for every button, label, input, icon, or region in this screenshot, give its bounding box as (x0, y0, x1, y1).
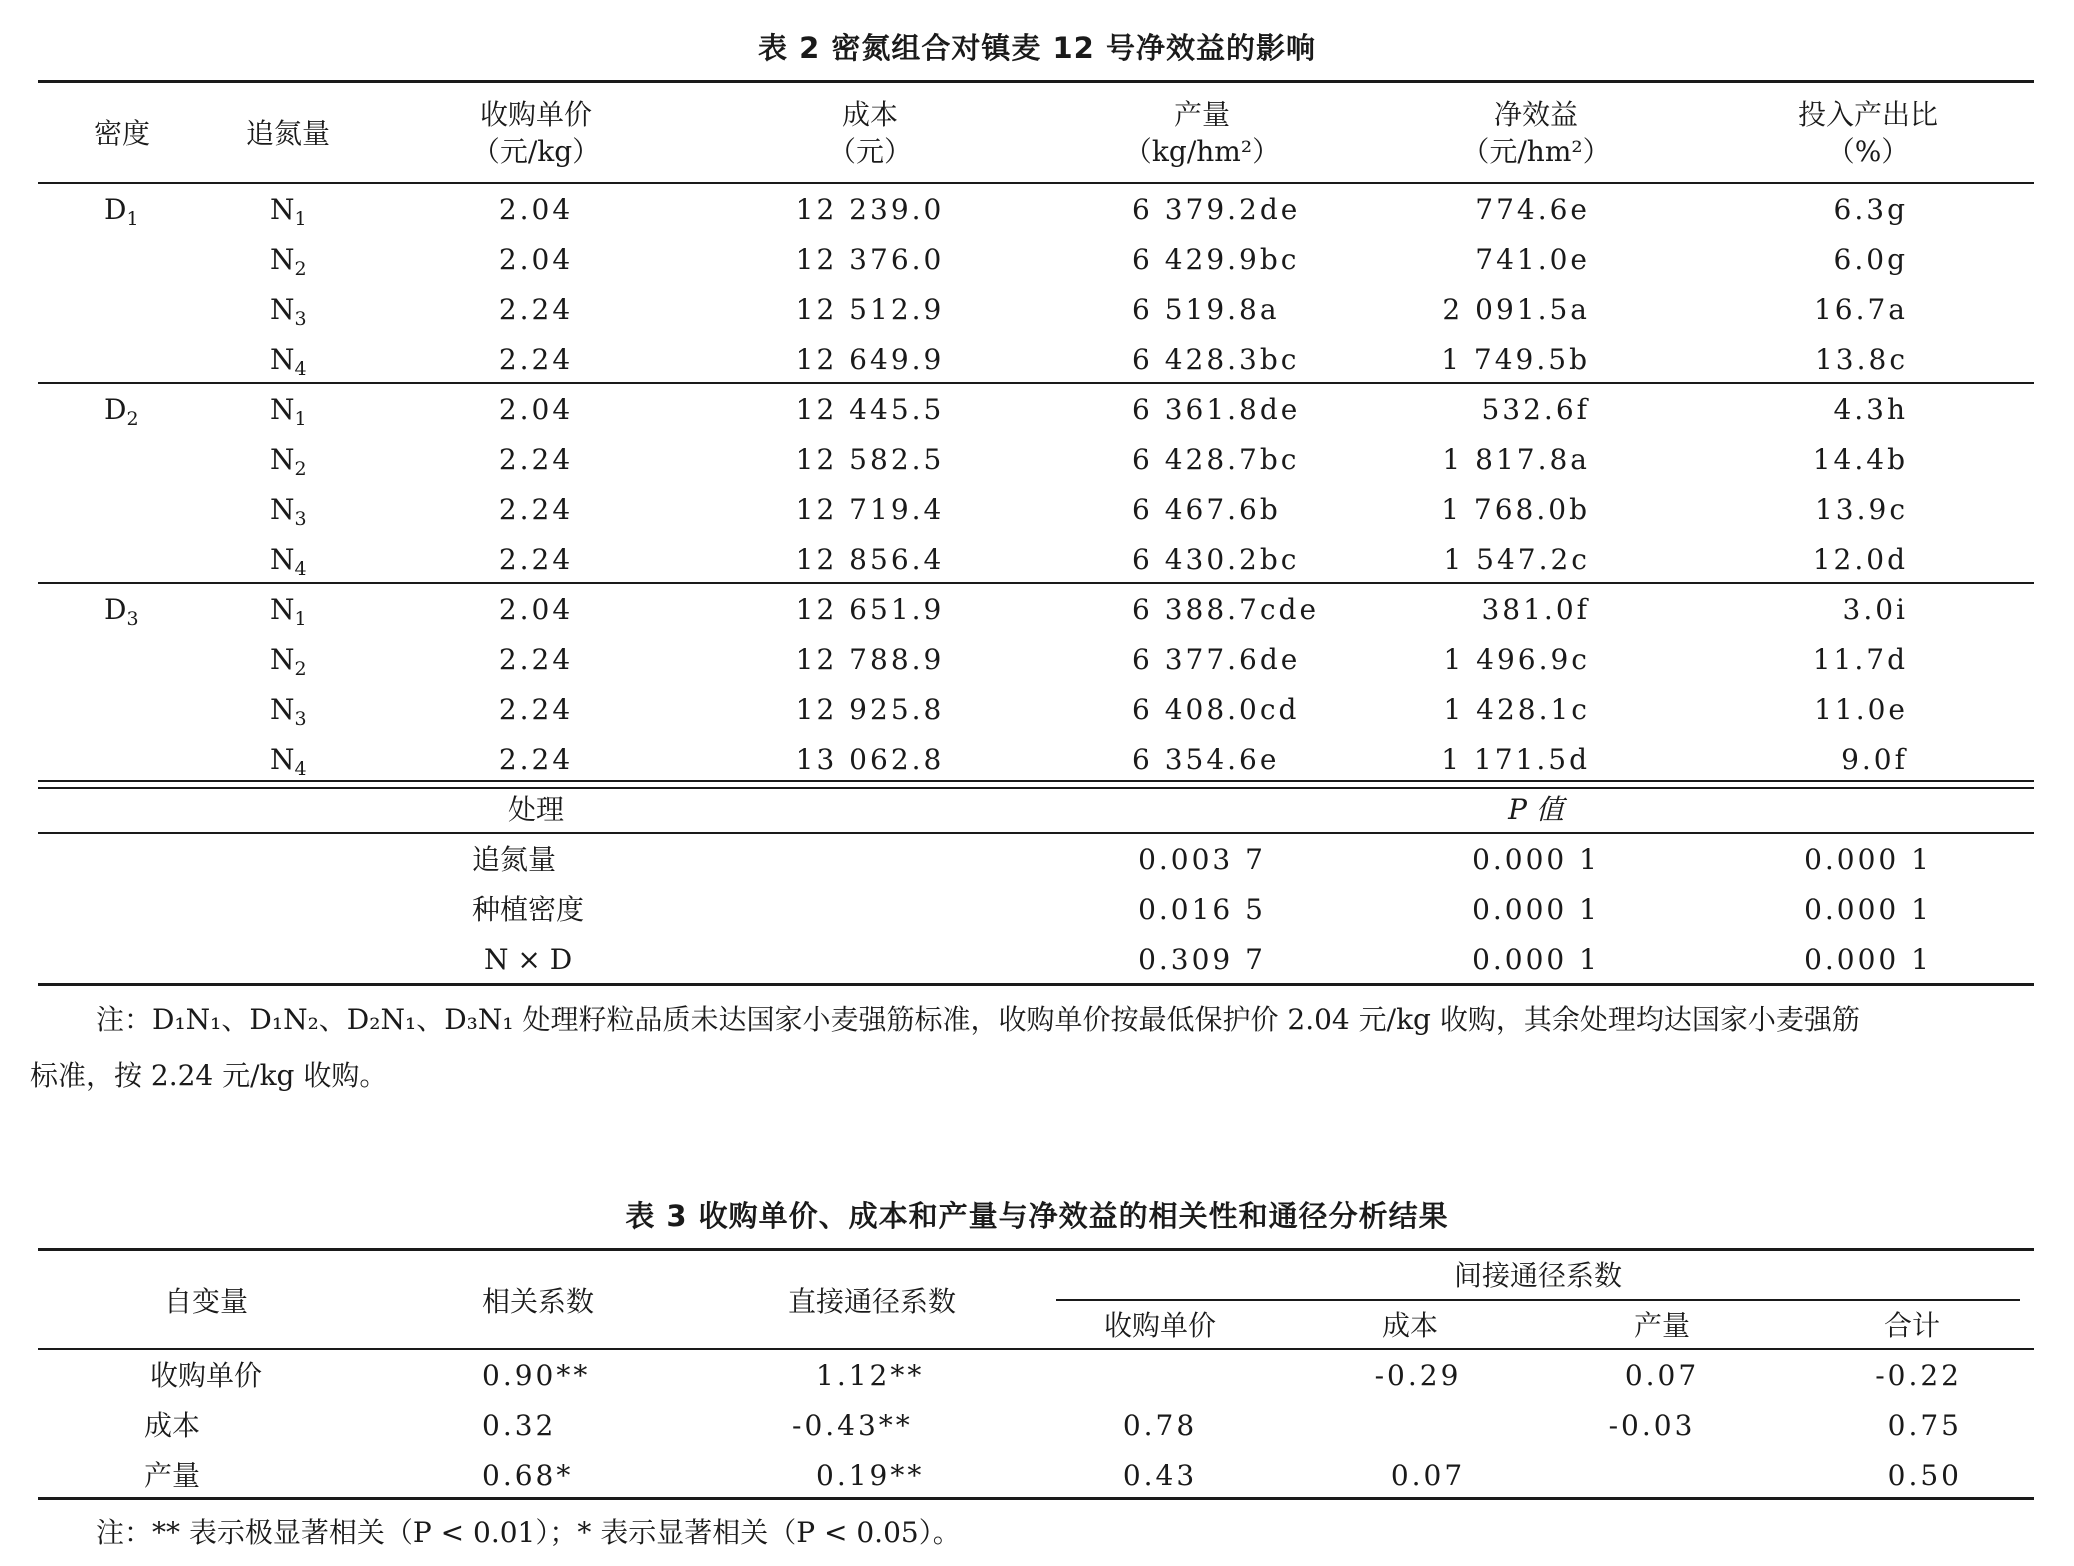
anova-header-rule (38, 832, 2034, 834)
header-yield: 产量 (1173, 98, 1231, 131)
net-cell: 741.0e (1475, 243, 1590, 276)
nitrogen-cell: $N_4$ (270, 343, 307, 380)
nitrogen-cell: $N_1$ (270, 193, 307, 230)
density-d1: $D_1$ (104, 193, 139, 230)
yield-cell: 6 361.8de (1132, 393, 1301, 426)
header-price: 收购单价 (479, 98, 593, 131)
table2-bottom-rule (38, 983, 2034, 986)
anova-ratio-p: 0.000 1 (1804, 893, 1932, 926)
nitrogen-cell: $N_1$ (270, 393, 307, 430)
yield-cell: 6 430.2bc (1132, 543, 1300, 576)
anova-ratio-p: 0.000 1 (1804, 943, 1932, 976)
cost-cell: 12 788.9 (795, 643, 945, 676)
t3-row-name: 收购单价 (149, 1359, 263, 1392)
table3-caption: 表 3 收购单价、成本和产量与净效益的相关性和通径分析结果 (625, 1199, 1449, 1233)
table3-top-rule (38, 1248, 2034, 1251)
nitrogen-cell: $N_3$ (270, 693, 307, 730)
yield-cell: 6 429.9bc (1132, 243, 1300, 276)
t3-corr: 0.68* (482, 1459, 574, 1492)
table2-note-line2: 标准，按 2.24 元/kg 收购。 (30, 1059, 388, 1092)
table2-note-line1: 注：D₁N₁、D₁N₂、D₂N₁、D₃N₁ 处理籽粒品质未达国家小麦强筋标准，收购单价按最低保护价 2.04 元/kg 收购，其余处理均达国家小麦强筋 (96, 1003, 1860, 1036)
t3-direct: 0.19** (816, 1459, 925, 1492)
ratio-cell: 3.0i (1842, 593, 1908, 626)
ratio-cell: 11.7d (1812, 643, 1908, 676)
table2-top-rule (38, 80, 2034, 83)
header-price-unit: （元/kg） (471, 135, 601, 168)
t3-header-variable: 自变量 (163, 1285, 249, 1318)
net-cell: 532.6f (1481, 393, 1590, 426)
t3-header-indirect: 间接通径系数 (1453, 1259, 1623, 1292)
nitrogen-cell: $N_4$ (270, 543, 307, 580)
net-cell: 381.0f (1481, 593, 1590, 626)
cost-cell: 12 719.4 (795, 493, 945, 526)
ratio-cell: 6.0g (1833, 243, 1908, 276)
ratio-cell: 13.8c (1814, 343, 1908, 376)
cost-cell: 12 239.0 (795, 193, 945, 226)
net-cell: 1 749.5b (1441, 343, 1590, 376)
price-cell: 2.04 (498, 193, 574, 226)
anova-yield-p: 0.309 7 (1138, 943, 1266, 976)
yield-cell: 6 379.2de (1132, 193, 1301, 226)
t3-corr: 0.90** (482, 1359, 591, 1392)
header-nitrogen: 追氮量 (245, 117, 331, 150)
anova-net-p: 0.000 1 (1472, 893, 1600, 926)
t3-sub-price: 收购单价 (1103, 1309, 1217, 1342)
net-cell: 774.6e (1475, 193, 1590, 226)
t3-corr: 0.32 (482, 1409, 557, 1442)
yield-cell: 6 519.8a (1132, 293, 1280, 326)
cost-cell: 12 649.9 (795, 343, 945, 376)
t3-via-yield: 0.07 (1624, 1359, 1700, 1392)
cost-cell: 12 582.5 (795, 443, 945, 476)
t3-header-corr: 相关系数 (481, 1285, 595, 1318)
price-cell: 2.24 (498, 493, 574, 526)
net-cell: 1 547.2c (1443, 543, 1590, 576)
yield-cell: 6 428.7bc (1132, 443, 1300, 476)
nitrogen-cell: $N_4$ (270, 743, 307, 780)
cost-cell: 12 651.9 (795, 593, 945, 626)
header-yield-unit: （kg/hm²） (1123, 135, 1281, 168)
cost-cell: 12 856.4 (795, 543, 945, 576)
yield-cell: 6 377.6de (1132, 643, 1301, 676)
t3-row-name: 成本 (143, 1409, 201, 1442)
net-cell: 1 171.5d (1441, 743, 1590, 776)
nitrogen-cell: $N_2$ (270, 443, 307, 480)
anova-yield-p: 0.003 7 (1138, 843, 1266, 876)
cost-cell: 12 445.5 (795, 393, 945, 426)
t3-total: 0.50 (1887, 1459, 1962, 1492)
double-rule-top (38, 780, 2034, 782)
header-ratio-unit: （%） (1826, 135, 1910, 168)
header-ratio: 投入产出比 (1797, 98, 1939, 131)
anova-treatment-label: 处理 (507, 793, 565, 826)
anova-row-label: N × D (484, 943, 573, 976)
t3-sub-yield: 产量 (1633, 1309, 1691, 1342)
t3-header-direct: 直接通径系数 (787, 1285, 957, 1318)
ratio-cell: 12.0d (1812, 543, 1908, 576)
price-cell: 2.24 (498, 293, 574, 326)
nitrogen-cell: $N_2$ (270, 243, 307, 280)
header-density: 密度 (93, 117, 151, 150)
price-cell: 2.24 (498, 643, 574, 676)
price-cell: 2.24 (498, 443, 574, 476)
table3-header-rule (38, 1348, 2034, 1350)
anova-row-label: 追氮量 (472, 843, 557, 876)
header-cost: 成本 (841, 98, 899, 131)
ratio-cell: 9.0f (1841, 743, 1908, 776)
double-rule-bottom (38, 787, 2034, 789)
group-divider (38, 382, 2034, 384)
nitrogen-cell: $N_1$ (270, 593, 307, 630)
t3-total: -0.22 (1875, 1359, 1962, 1392)
nitrogen-cell: $N_3$ (270, 493, 307, 530)
indirect-span-rule (1056, 1299, 2020, 1301)
ratio-cell: 6.3g (1833, 193, 1908, 226)
t3-sub-cost: 成本 (1381, 1309, 1439, 1342)
price-cell: 2.04 (498, 393, 574, 426)
group-divider (38, 582, 2034, 584)
table2-header-rule (38, 182, 2034, 184)
ratio-cell: 14.4b (1812, 443, 1908, 476)
net-cell: 1 496.9c (1443, 643, 1590, 676)
header-net: 净效益 (1493, 98, 1579, 131)
ratio-cell: 13.9c (1814, 493, 1908, 526)
nitrogen-cell: $N_3$ (270, 293, 307, 330)
t3-via-price: 0.78 (1122, 1409, 1198, 1442)
ratio-cell: 16.7a (1813, 293, 1908, 326)
yield-cell: 6 388.7cde (1132, 593, 1320, 626)
cost-cell: 12 512.9 (795, 293, 945, 326)
price-cell: 2.24 (498, 743, 574, 776)
t3-via-price: 0.43 (1122, 1459, 1198, 1492)
density-d2: $D_2$ (104, 393, 139, 430)
anova-ratio-p: 0.000 1 (1804, 843, 1932, 876)
header-net-unit: （元/hm²） (1461, 135, 1611, 168)
t3-direct: 1.12** (816, 1359, 925, 1392)
anova-row-label: 种植密度 (472, 893, 585, 926)
anova-yield-p: 0.016 5 (1138, 893, 1266, 926)
price-cell: 2.24 (498, 343, 574, 376)
header-cost-unit: （元） (827, 135, 913, 168)
price-cell: 2.24 (498, 693, 574, 726)
t3-via-cost: -0.29 (1374, 1359, 1462, 1392)
yield-cell: 6 354.6e (1132, 743, 1280, 776)
anova-net-p: 0.000 1 (1472, 843, 1600, 876)
price-cell: 2.04 (498, 243, 574, 276)
net-cell: 1 428.1c (1443, 693, 1590, 726)
table3-bottom-rule (38, 1497, 2034, 1500)
density-d3: $D_3$ (104, 593, 139, 630)
t3-sub-total: 合计 (1883, 1309, 1941, 1342)
t3-direct: -0.43** (792, 1409, 913, 1442)
t3-total: 0.75 (1887, 1409, 1962, 1442)
anova-p-label: P 值 (1508, 793, 1564, 826)
net-cell: 1 817.8a (1442, 443, 1590, 476)
yield-cell: 6 428.3bc (1132, 343, 1300, 376)
t3-row-name: 产量 (143, 1459, 201, 1492)
table2-caption: 表 2 密氮组合对镇麦 12 号净效益的影响 (758, 31, 1316, 65)
ratio-cell: 4.3h (1833, 393, 1908, 426)
anova-net-p: 0.000 1 (1472, 943, 1600, 976)
ratio-cell: 11.0e (1814, 693, 1908, 726)
yield-cell: 6 467.6b (1132, 493, 1281, 526)
t3-via-yield: -0.03 (1608, 1409, 1696, 1442)
nitrogen-cell: $N_2$ (270, 643, 307, 680)
cost-cell: 12 376.0 (795, 243, 945, 276)
price-cell: 2.04 (498, 593, 574, 626)
net-cell: 1 768.0b (1441, 493, 1590, 526)
yield-cell: 6 408.0cd (1132, 693, 1300, 726)
table3-note: 注：** 表示极显著相关（P < 0.01）；* 表示显著相关（P < 0.05）。 (96, 1516, 961, 1549)
t3-via-cost: 0.07 (1390, 1459, 1466, 1492)
price-cell: 2.24 (498, 543, 574, 576)
net-cell: 2 091.5a (1442, 293, 1590, 326)
cost-cell: 12 925.8 (795, 693, 945, 726)
cost-cell: 13 062.8 (795, 743, 945, 776)
